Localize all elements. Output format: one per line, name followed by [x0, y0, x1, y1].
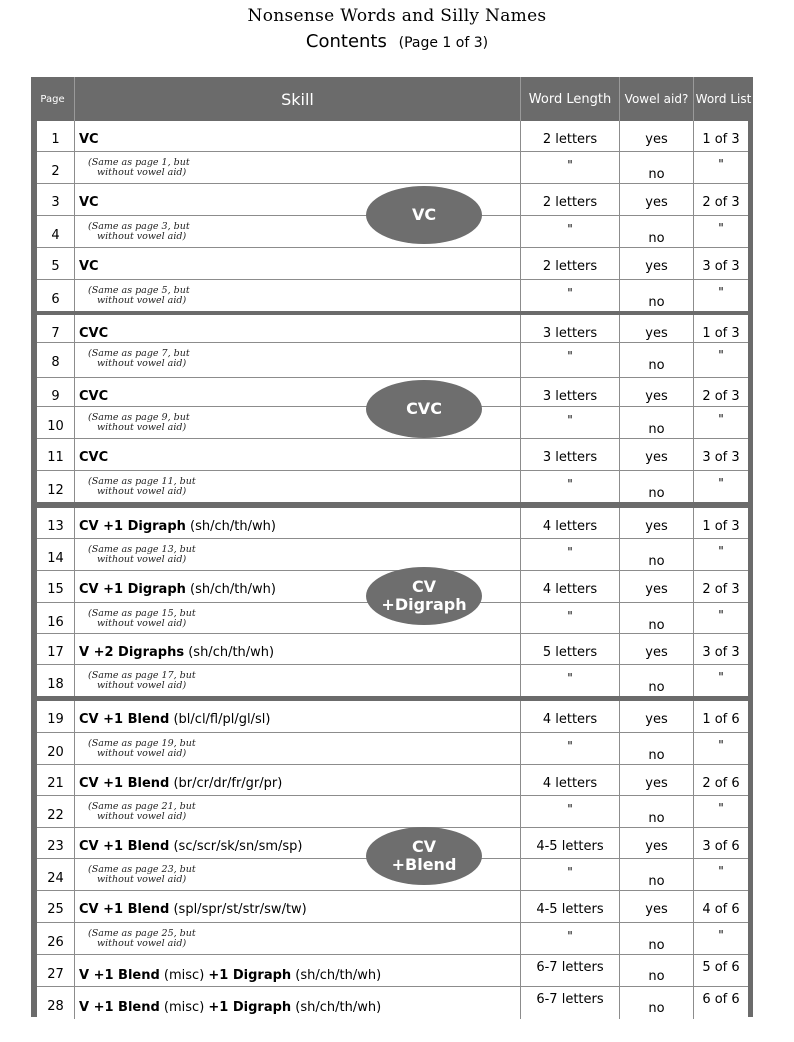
word-length: "	[521, 280, 620, 311]
vowel-aid: no	[620, 539, 694, 570]
page-number: 25	[37, 891, 75, 922]
note-line: (Same as page 13, but	[88, 544, 196, 555]
skill-note	[75, 471, 521, 502]
group-label-pill: VC	[366, 186, 482, 244]
document-title: Nonsense Words and Silly Names	[247, 6, 547, 26]
skill-bold: CVC	[79, 450, 109, 465]
header-word-list: Word List	[695, 91, 752, 106]
skill-label	[75, 955, 521, 986]
word-list: 1 of 6	[702, 712, 740, 727]
page-number: 9	[37, 378, 75, 406]
skill-detail: (spl/spr/st/str/sw/tw)	[169, 902, 307, 917]
word-length: 5 letters	[521, 634, 620, 664]
note-line: without vowel aid)	[97, 748, 187, 759]
word-length: "	[521, 216, 620, 247]
table-row	[37, 343, 748, 378]
page-number: 1	[37, 121, 75, 151]
skill-label	[75, 701, 521, 732]
word-length: 2 letters	[521, 121, 620, 151]
group-label-pill: CV +Digraph	[366, 567, 482, 625]
skill-label	[75, 248, 521, 279]
word-list: "	[718, 738, 724, 752]
group-label-pill: CV +Blend	[366, 827, 482, 885]
skill-label	[75, 121, 521, 151]
skill-detail: (br/cr/dr/fr/gr/pr)	[169, 776, 283, 791]
skill-bold: CV +1 Blend	[79, 712, 170, 727]
page-number: 19	[37, 701, 75, 732]
skill-label	[75, 891, 521, 922]
page-number: 6	[37, 280, 75, 311]
word-length: 6-7 letters	[521, 987, 620, 1019]
word-length: "	[521, 471, 620, 502]
word-length: 4-5 letters	[521, 891, 620, 922]
note-line: without vowel aid)	[97, 874, 187, 885]
skill-detail: (bl/cl/fl/pl/gl/sl)	[169, 712, 271, 727]
vowel-aid: no	[620, 471, 694, 502]
vowel-aid: yes	[620, 248, 694, 279]
page-number: 21	[37, 765, 75, 795]
skill-bold: CV +1 Digraph	[79, 519, 186, 534]
word-length: 3 letters	[521, 378, 620, 406]
note-line: without vowel aid)	[97, 167, 187, 178]
word-list: 5 of 6	[702, 960, 740, 975]
vowel-aid: no	[620, 280, 694, 311]
vowel-aid: no	[620, 407, 694, 438]
vowel-aid: no	[620, 343, 694, 377]
note-line: (Same as page 21, but	[88, 801, 196, 812]
note-line: (Same as page 15, but	[88, 608, 196, 619]
word-list: "	[718, 864, 724, 878]
table-row	[37, 121, 748, 152]
skill-detail: (sh/ch/th/wh)	[184, 645, 275, 660]
table-header	[31, 77, 753, 121]
skill-detail: (sh/ch/th/wh)	[185, 582, 276, 597]
word-length: "	[521, 343, 620, 377]
vowel-aid: yes	[620, 439, 694, 470]
word-length: 4 letters	[521, 701, 620, 732]
word-list: "	[718, 476, 724, 490]
skill-note	[75, 665, 521, 696]
word-length: "	[521, 796, 620, 827]
table-row	[37, 765, 748, 796]
vowel-aid: no	[620, 859, 694, 890]
word-list: 2 of 3	[702, 195, 740, 210]
word-list: 2 of 3	[702, 389, 740, 404]
page-number: 8	[37, 343, 75, 377]
word-length: 4 letters	[521, 508, 620, 538]
word-length: 4 letters	[521, 571, 620, 602]
skill-bold: V +2 Digraphs	[79, 645, 185, 660]
word-list: "	[718, 801, 724, 815]
note-line: (Same as page 23, but	[88, 864, 196, 875]
skill-label	[75, 315, 521, 342]
note-line: without vowel aid)	[97, 938, 187, 949]
page-number: 10	[37, 407, 75, 438]
table-row	[37, 634, 748, 665]
page-number: 23	[37, 828, 75, 858]
table-row	[37, 923, 748, 955]
vowel-aid: yes	[620, 508, 694, 538]
table-row	[37, 280, 748, 311]
page-number: 28	[37, 987, 75, 1019]
vowel-aid: no	[620, 665, 694, 696]
note-line: (Same as page 19, but	[88, 738, 196, 749]
note-line: without vowel aid)	[97, 358, 187, 369]
word-list: 1 of 3	[702, 132, 740, 147]
word-length: "	[521, 152, 620, 183]
word-length: "	[521, 665, 620, 696]
vowel-aid: no	[620, 733, 694, 764]
header-vowel-aid: Vowel aid?	[620, 77, 694, 121]
skill-detail: (sc/scr/sk/sn/sm/sp)	[169, 839, 303, 854]
header-skill: Skill	[75, 77, 521, 121]
table-row	[37, 439, 748, 471]
word-list: "	[718, 157, 724, 171]
note-line: without vowel aid)	[97, 295, 187, 306]
word-list: 3 of 3	[702, 645, 740, 660]
table-row	[37, 471, 748, 502]
note-line: without vowel aid)	[97, 811, 187, 822]
page-number: 20	[37, 733, 75, 764]
table-row	[37, 152, 748, 184]
document-subtitle	[0, 31, 794, 52]
skill-bold: V +1 Blend	[79, 1000, 160, 1015]
page-number: 17	[37, 634, 75, 664]
word-list: 3 of 6	[702, 839, 740, 854]
skill-bold: CVC	[79, 389, 109, 404]
word-list: 1 of 3	[702, 519, 740, 534]
word-length: "	[521, 603, 620, 633]
vowel-aid: no	[620, 923, 694, 954]
note-line: without vowel aid)	[97, 554, 187, 565]
note-line: (Same as page 3, but	[88, 221, 190, 232]
skill-note	[75, 280, 521, 311]
word-list: "	[718, 221, 724, 235]
note-line: without vowel aid)	[97, 486, 187, 497]
word-list: "	[718, 412, 724, 426]
page-number: 27	[37, 955, 75, 986]
note-line: without vowel aid)	[97, 680, 187, 691]
vowel-aid: yes	[620, 571, 694, 602]
vowel-aid: no	[620, 796, 694, 827]
header-page: Page	[31, 77, 75, 121]
skill-label	[75, 508, 521, 538]
skill-note	[75, 733, 521, 764]
note-line: (Same as page 11, but	[88, 476, 196, 487]
page-number: 14	[37, 539, 75, 570]
note-line: without vowel aid)	[97, 231, 187, 242]
table-row	[37, 508, 748, 539]
word-length: 3 letters	[521, 439, 620, 470]
word-length: 4-5 letters	[521, 828, 620, 858]
skill-detail: (misc)	[159, 1000, 209, 1015]
skill-label	[75, 439, 521, 470]
vowel-aid: yes	[620, 378, 694, 406]
skill-note	[75, 343, 521, 377]
vowel-aid: no	[620, 603, 694, 633]
note-line: (Same as page 7, but	[88, 348, 190, 359]
word-length: 2 letters	[521, 184, 620, 215]
skill-label	[75, 634, 521, 664]
skill-bold: CV +1 Blend	[79, 902, 170, 917]
page-number: 22	[37, 796, 75, 827]
word-list: "	[718, 544, 724, 558]
skill-label	[75, 987, 521, 1019]
word-list: 6 of 6	[702, 992, 740, 1007]
page-number: 13	[37, 508, 75, 538]
word-list: "	[718, 670, 724, 684]
vowel-aid: no	[620, 216, 694, 247]
group-label-pill: CVC	[366, 380, 482, 438]
page-number: 11	[37, 439, 75, 470]
skill-bold: VC	[79, 259, 99, 274]
word-list: 3 of 3	[702, 450, 740, 465]
skill-detail: (misc)	[159, 968, 209, 983]
page-number: 4	[37, 216, 75, 247]
skill-note	[75, 923, 521, 954]
skill-bold: V +1 Blend	[79, 968, 160, 983]
skill-bold: CV +1 Digraph	[79, 582, 186, 597]
word-length: "	[521, 923, 620, 954]
skill-note	[75, 152, 521, 183]
note-line: (Same as page 25, but	[88, 928, 196, 939]
word-list: "	[718, 348, 724, 362]
page-number: 5	[37, 248, 75, 279]
contents-heading: Contents	[305, 31, 387, 52]
vowel-aid: yes	[620, 765, 694, 795]
word-list: 2 of 3	[702, 582, 740, 597]
vowel-aid: yes	[620, 701, 694, 732]
word-list: 4 of 6	[702, 902, 740, 917]
vowel-aid: yes	[620, 184, 694, 215]
skill-note	[75, 796, 521, 827]
table-row	[37, 955, 748, 987]
vowel-aid: no	[620, 987, 694, 1019]
word-length: 3 letters	[521, 315, 620, 342]
table-row	[37, 248, 748, 280]
table-row	[37, 987, 748, 1019]
table-row	[37, 796, 748, 828]
header-word-length: Word Length	[521, 77, 620, 121]
vowel-aid: no	[620, 152, 694, 183]
table-row	[37, 891, 748, 923]
word-length: "	[521, 407, 620, 438]
word-length: "	[521, 733, 620, 764]
skill-detail: (sh/ch/th/wh)	[185, 519, 276, 534]
note-line: (Same as page 17, but	[88, 670, 196, 681]
vowel-aid: yes	[620, 828, 694, 858]
vowel-aid: no	[620, 955, 694, 986]
vowel-aid: yes	[620, 634, 694, 664]
note-line: without vowel aid)	[97, 618, 187, 629]
word-list: "	[718, 608, 724, 622]
page-number: 24	[37, 859, 75, 890]
note-line: without vowel aid)	[97, 422, 187, 433]
table-row	[37, 539, 748, 571]
word-length: 2 letters	[521, 248, 620, 279]
vowel-aid: yes	[620, 121, 694, 151]
skill-bold: CVC	[79, 326, 109, 341]
vowel-aid: yes	[620, 891, 694, 922]
page-indicator: (Page 1 of 3)	[398, 35, 489, 51]
word-list: "	[718, 928, 724, 942]
word-length: "	[521, 859, 620, 890]
skill-bold: VC	[79, 195, 99, 210]
table-row	[37, 701, 748, 733]
page-number: 12	[37, 471, 75, 502]
word-list: 2 of 6	[702, 776, 740, 791]
word-list: 1 of 3	[702, 326, 740, 341]
page-number: 26	[37, 923, 75, 954]
page-number: 18	[37, 665, 75, 696]
note-line: (Same as page 9, but	[88, 412, 190, 423]
contents-table	[31, 77, 753, 1017]
skill-note	[75, 539, 521, 570]
table-row	[37, 733, 748, 765]
skill-bold: +1 Digraph	[208, 1000, 292, 1015]
page-number: 16	[37, 603, 75, 633]
skill-bold: CV +1 Blend	[79, 839, 170, 854]
skill-bold: CV +1 Blend	[79, 776, 170, 791]
page-number: 3	[37, 184, 75, 215]
skill-detail: (sh/ch/th/wh)	[291, 968, 382, 983]
word-list: 3 of 3	[702, 259, 740, 274]
page-number: 7	[37, 315, 75, 342]
skill-label	[75, 765, 521, 795]
word-length: "	[521, 539, 620, 570]
skill-bold: +1 Digraph	[208, 968, 292, 983]
word-length: 4 letters	[521, 765, 620, 795]
word-length: 6-7 letters	[521, 955, 620, 986]
note-line: (Same as page 1, but	[88, 157, 190, 168]
note-line: (Same as page 5, but	[88, 285, 190, 296]
table-row	[37, 315, 748, 343]
page-number: 15	[37, 571, 75, 602]
table-row	[37, 665, 748, 696]
word-list: "	[718, 285, 724, 299]
skill-detail: (sh/ch/th/wh)	[291, 1000, 382, 1015]
vowel-aid: yes	[620, 315, 694, 342]
skill-bold: VC	[79, 132, 99, 147]
page-number: 2	[37, 152, 75, 183]
